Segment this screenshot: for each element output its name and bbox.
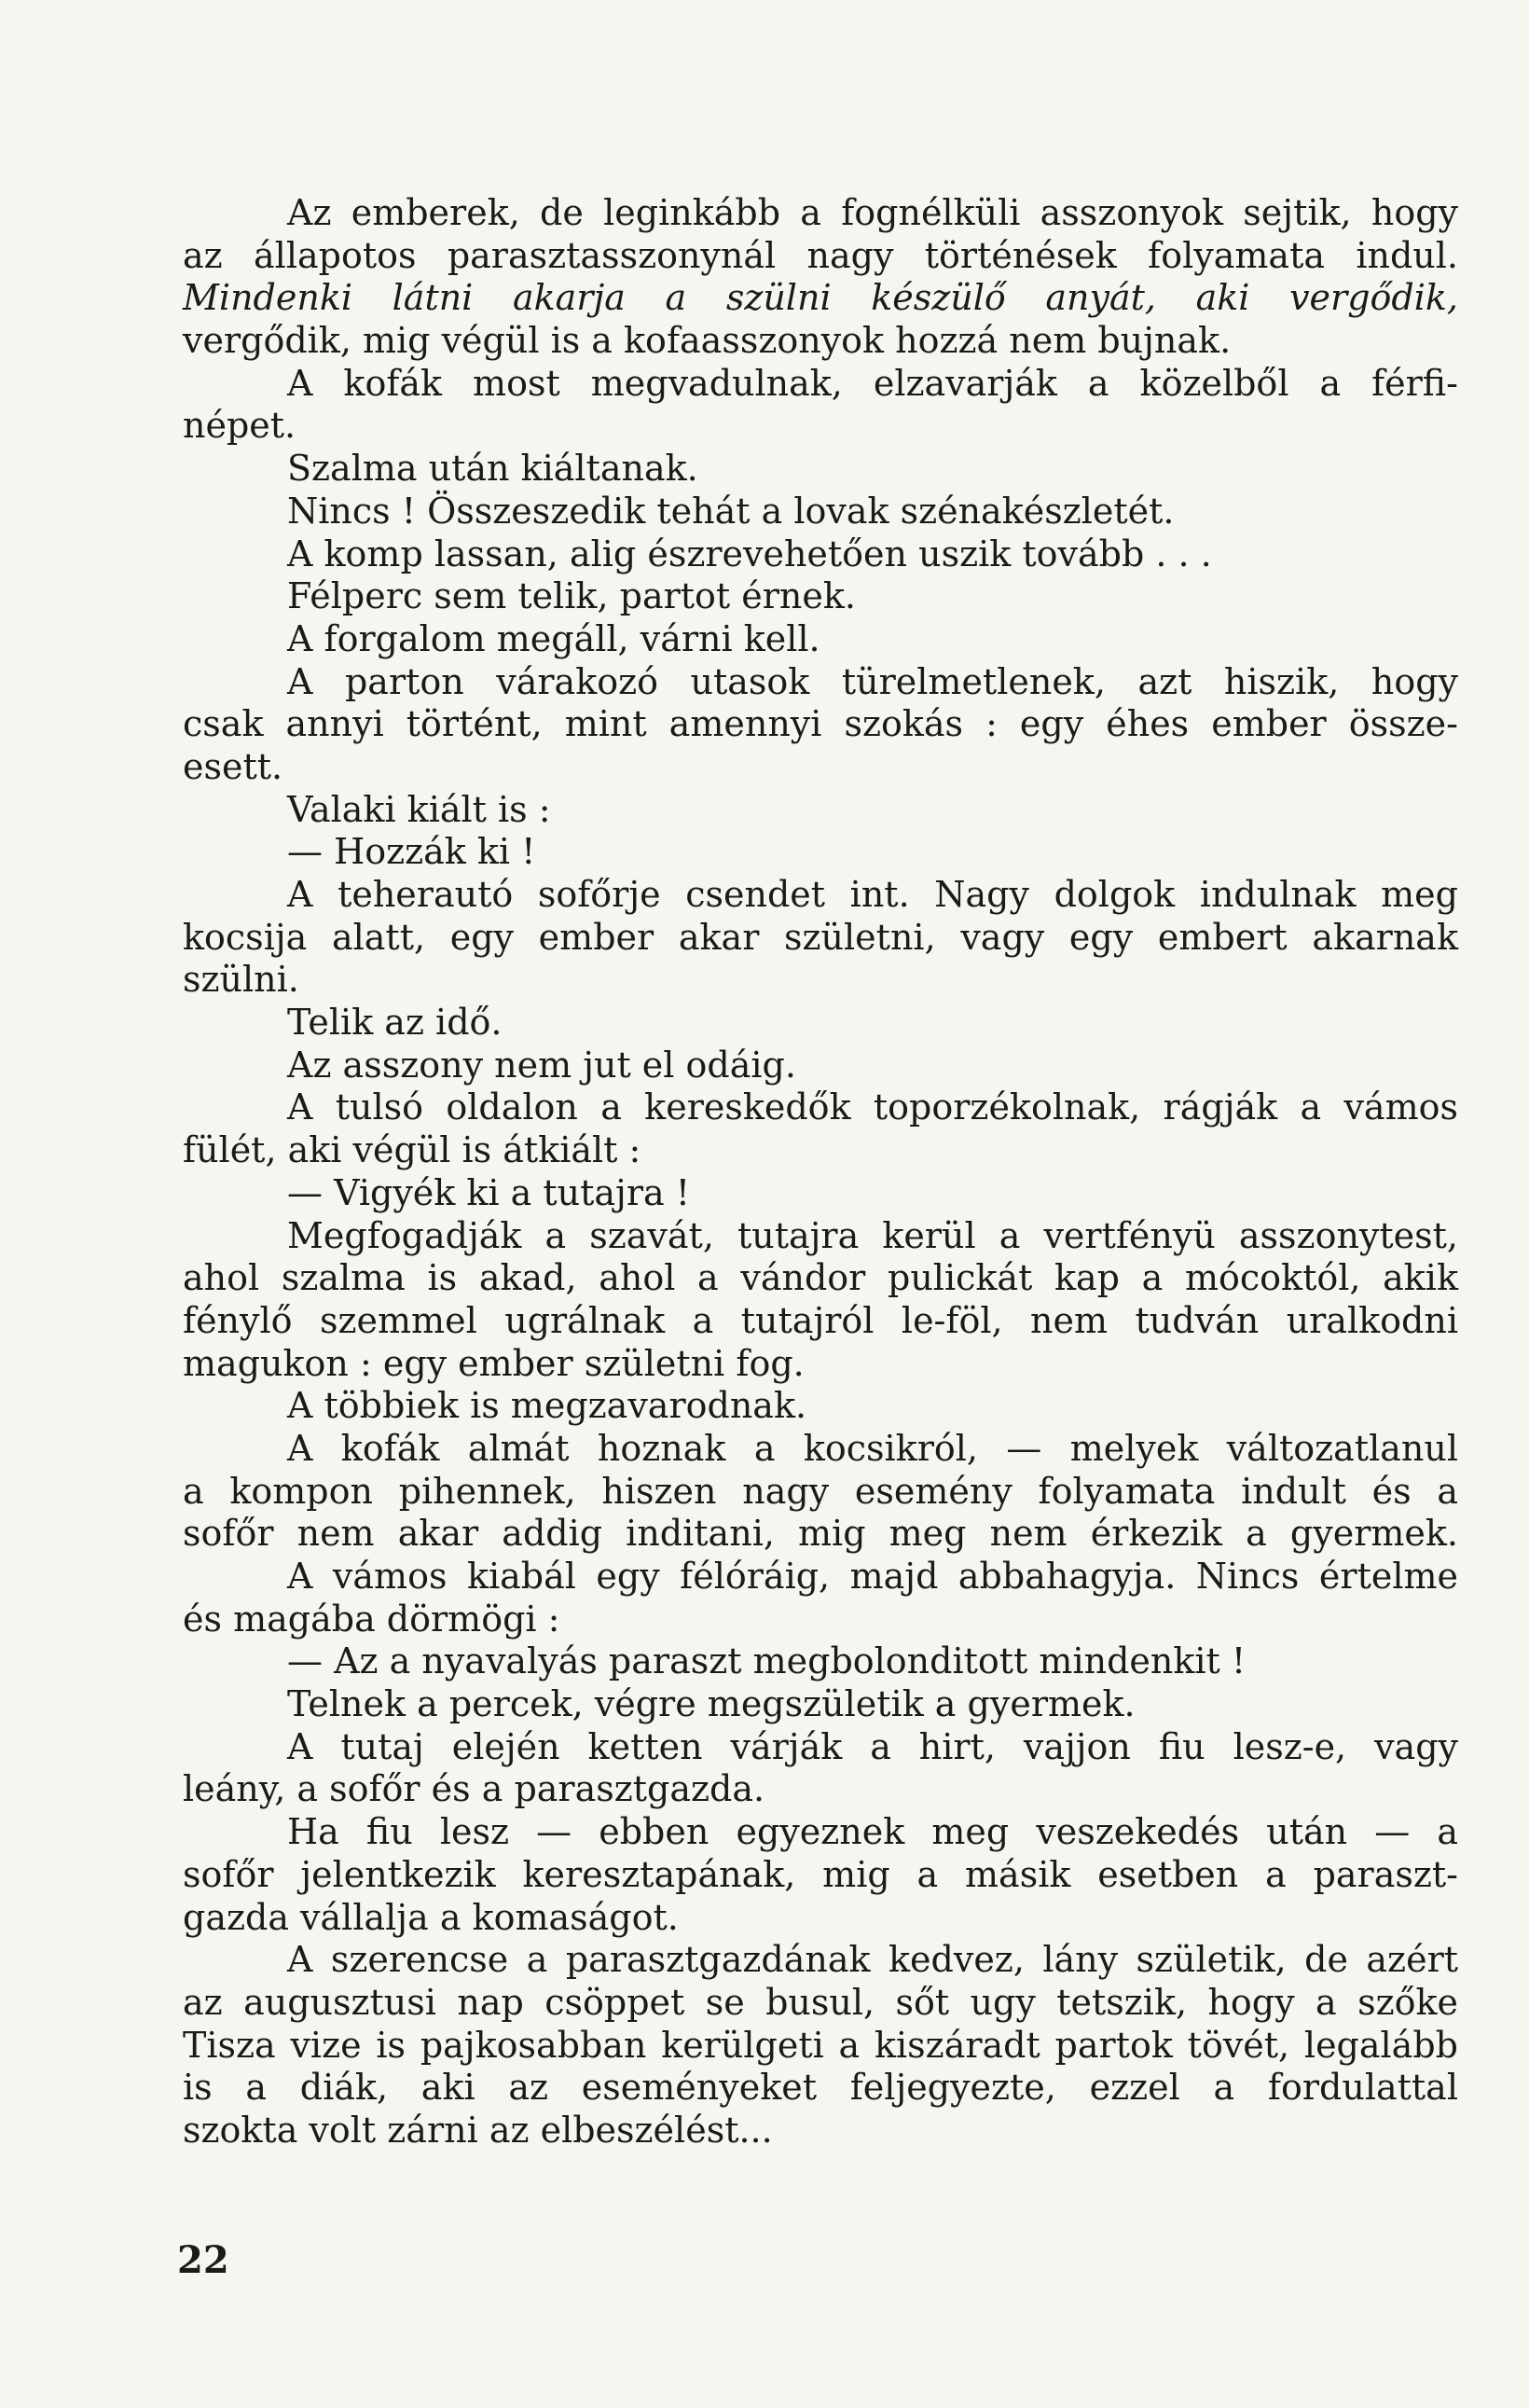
text-line: A teherautó sofőrje csendet int. Nagy dolgok indulnak meg xyxy=(287,874,1458,915)
text-line: az állapotos parasztasszonynál nagy történések folyamata indul. xyxy=(183,234,1458,276)
text-line: Telik az idő. xyxy=(287,1002,503,1044)
text-line: Ha fiu lesz — ebben egyeznek meg veszekedés után — a xyxy=(287,1811,1458,1853)
text-line: Telnek a percek, végre megszületik a gyermek. xyxy=(287,1683,1136,1725)
text-line: ahol szalma is akad, ahol a vándor pulickát kap a mócoktól, akik xyxy=(183,1257,1458,1299)
text-line: népet. xyxy=(183,405,296,447)
text-line: gazda vállalja a komaságot. xyxy=(183,1896,679,1938)
text-line: Megfogadják a szavát, tutajra kerül a vertfényü asszonytest, xyxy=(287,1214,1458,1256)
text-line: — Az a nyavalyás paraszt megbolonditott mindenkit ! xyxy=(287,1640,1247,1682)
text-line: Szalma után kiáltanak. xyxy=(287,448,698,490)
text-line: a kompon pihennek, hiszen nagy esemény folyamata indult és a xyxy=(183,1470,1458,1512)
text-line: A kofák almát hoznak a kocsikról, — melyek változatlanul xyxy=(287,1427,1458,1469)
text-line: sofőr nem akar addig inditani, mig meg nem érkezik a gyermek. xyxy=(183,1513,1458,1555)
text-line: kocsija alatt, egy ember akar születni, vagy egy embert akarnak xyxy=(183,916,1458,958)
text-line: fénylő szemmel ugrálnak a tutajról le-föl, nem tudván uralkodni xyxy=(183,1299,1458,1341)
text-line: csak annyi történt, mint amennyi szokás : egy éhes ember össze- xyxy=(183,703,1458,745)
text-line: A tutaj elején ketten várják a hirt, vajjon fiu lesz-e, vagy xyxy=(287,1725,1458,1767)
text-line: A forgalom megáll, várni kell. xyxy=(287,617,820,659)
text-line: — Hozzák ki ! xyxy=(287,831,536,873)
page-number: 22 xyxy=(177,2238,229,2282)
text-line: leány, a sofőr és a parasztgazda. xyxy=(183,1768,765,1810)
text-line: Az asszony nem jut el odáig. xyxy=(287,1044,796,1086)
text-line: A tulsó oldalon a kereskedők toporzékolnak, rágják a vámos xyxy=(287,1086,1458,1128)
text-line: — Vigyék ki a tutajra ! xyxy=(287,1171,691,1213)
text-line: esett. xyxy=(183,745,283,787)
text-line: vergődik, mig végül is a kofaasszonyok hozzá nem bujnak. xyxy=(183,320,1232,362)
text-line: Félperc sem telik, partot érnek. xyxy=(287,575,856,617)
text-line: Tisza vize is pajkosabban kerülgeti a kiszáradt partok tövét, legalább xyxy=(183,2024,1458,2066)
text-line: Az emberek, de leginkább a fognélküli asszonyok sejtik, hogy xyxy=(287,192,1458,233)
text-line: magukon : egy ember születni fog. xyxy=(183,1342,805,1384)
text-line: fülét, aki végül is átkiált : xyxy=(183,1129,641,1171)
text-line: sofőr jelentkezik keresztapának, mig a másik esetben a paraszt- xyxy=(183,1853,1458,1895)
text-line: Valaki kiált is : xyxy=(287,788,551,830)
text-line: Nincs ! Összeszedik tehát a lovak szénakészletét. xyxy=(287,490,1175,532)
text-line: szokta volt zárni az elbeszélést... xyxy=(183,2109,773,2151)
text-line: Mindenki látni akarja a szülni készülő anyát, aki vergődik, xyxy=(183,277,1458,319)
text-line: is a diák, aki az eseményeket feljegyezte, ezzel a fordulattal xyxy=(183,2067,1458,2109)
text-line: A parton várakozó utasok türelmetlenek, azt hiszik, hogy xyxy=(287,660,1458,702)
text-line: A vámos kiabál egy félóráig, majd abbahagyja. Nincs értelme xyxy=(287,1556,1458,1597)
text-line: A többiek is megzavarodnak. xyxy=(287,1385,807,1427)
text-line: és magába dörmögi : xyxy=(183,1598,560,1640)
text-line: A kofák most megvadulnak, elzavarják a közelből a férfi- xyxy=(287,362,1458,404)
text-line: A szerencse a parasztgazdának kedvez, lány születik, de azért xyxy=(287,1939,1458,1981)
text-line: A komp lassan, alig észrevehetően uszik tovább . . . xyxy=(287,533,1212,574)
text-line: szülni. xyxy=(183,959,299,1001)
text-line: az augusztusi nap csöppet se busul, sőt ugy tetszik, hogy a szőke xyxy=(183,1981,1458,2023)
body-text xyxy=(183,192,1458,2152)
